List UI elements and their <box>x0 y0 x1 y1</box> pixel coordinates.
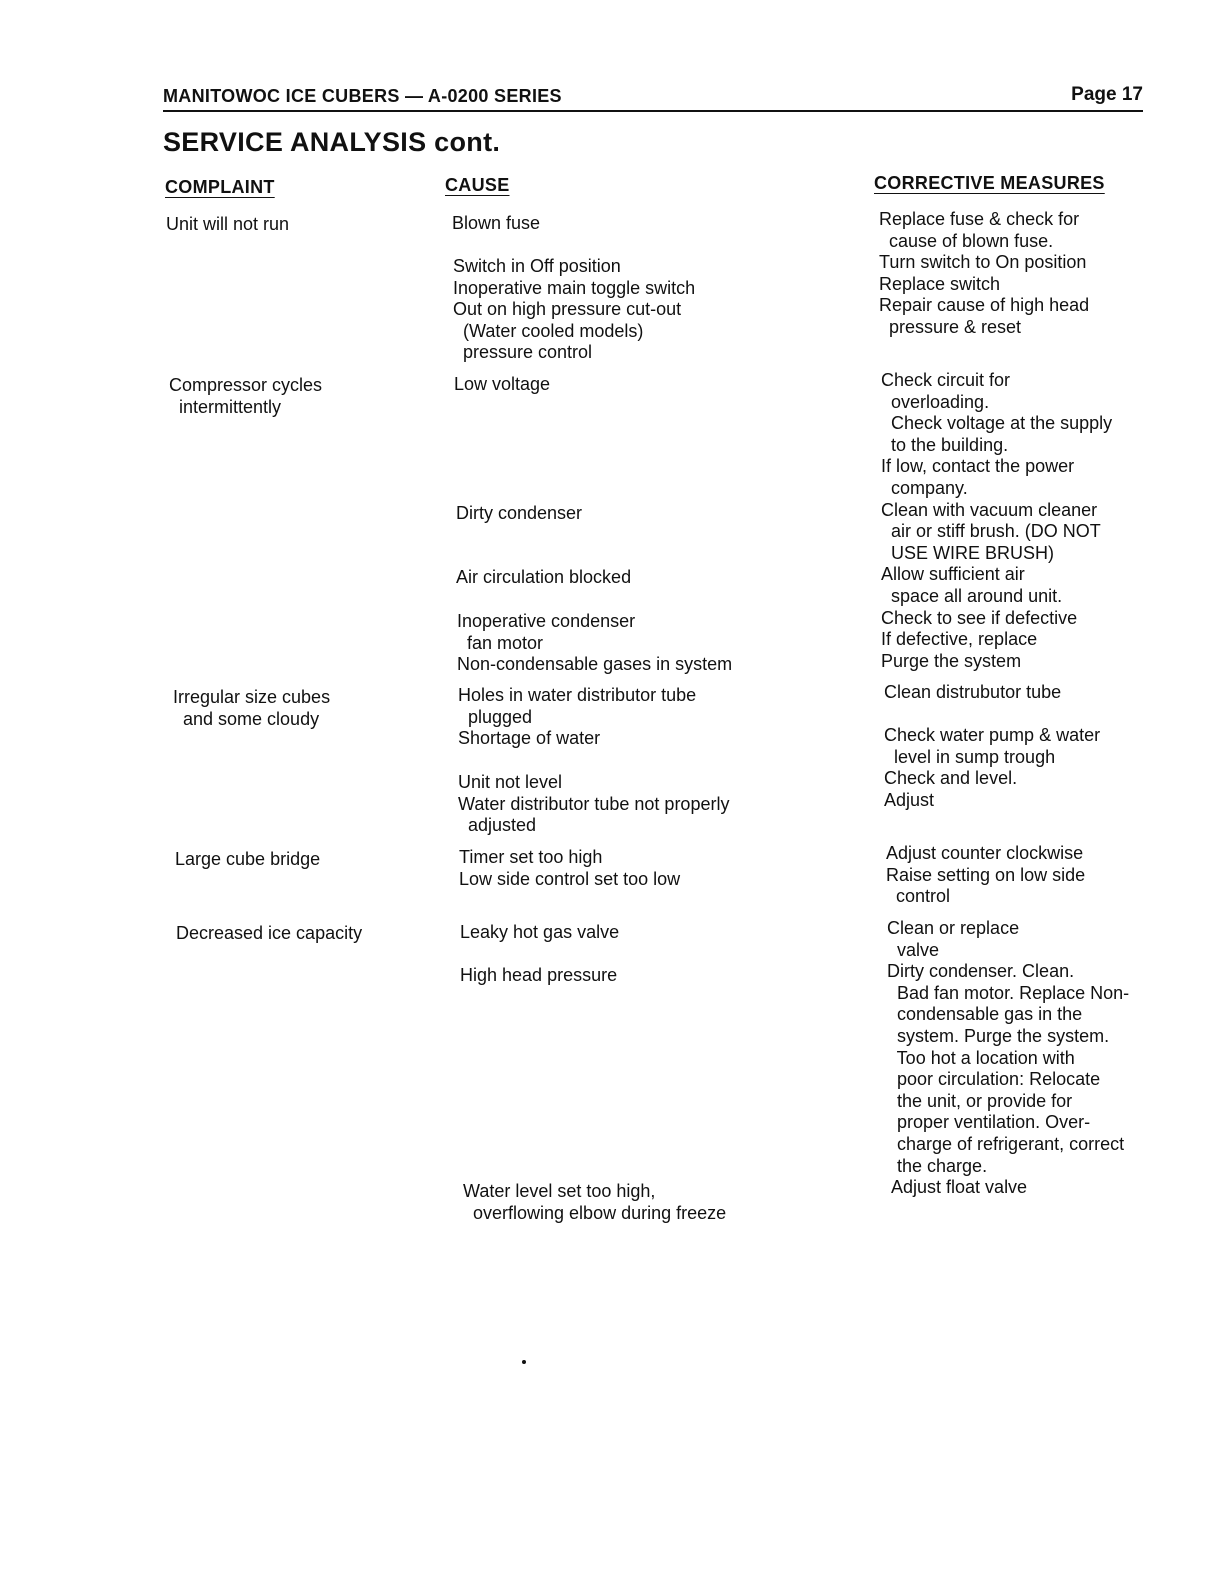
cause-item: Unit not level Water distributor tube not properly adjusted <box>458 772 730 836</box>
header-title: MANITOWOC ICE CUBERS — A-0200 SERIES <box>163 86 562 106</box>
cause-item: Low voltage <box>454 374 551 394</box>
page-header <box>163 84 1143 112</box>
complaint-item: Large cube bridge <box>175 849 321 869</box>
stray-dot <box>522 1360 526 1364</box>
measure-item: Adjust counter clockwise Raise setting on low side control <box>886 843 1086 907</box>
cause-item: Water level set too high, overflowing elbow during freeze <box>463 1181 727 1223</box>
measure-item: Check water pump & water level in sump trough Check and level. Adjust <box>884 725 1101 810</box>
cause-item: Dirty condenser <box>456 503 583 523</box>
complaint-item: Compressor cycles intermittently <box>169 375 323 417</box>
measure-item: Clean distrubutor tube <box>884 682 1062 702</box>
cause-column-header: CAUSE <box>445 175 510 195</box>
measure-item: Adjust float valve <box>891 1177 1028 1197</box>
cause-item: Leaky hot gas valve <box>460 922 620 942</box>
measure-item: Check circuit for overloading. Check voltage at the supply to the building. If low, contact the power company. Clean with vacuum cleaner air or stiff brush. (DO NOT USE WIRE BRUSH) Allow sufficient air space all around unit. Check to see if defective If defective, replace Purge the system <box>881 370 1113 671</box>
cause-item: Inoperative condenser fan motor Non-condensable gases in system <box>457 611 733 675</box>
cause-item: High head pressure <box>460 965 618 985</box>
complaint-item: Unit will not run <box>166 214 290 234</box>
cause-item: Holes in water distributor tube plugged Shortage of water <box>458 685 697 749</box>
cause-item: Timer set too high Low side control set too low <box>459 847 681 889</box>
cause-item: Air circulation blocked <box>456 567 632 587</box>
complaint-item: Irregular size cubes and some cloudy <box>173 687 331 729</box>
complaint-column-header: COMPLAINT <box>165 177 275 197</box>
cause-item: Switch in Off position Inoperative main toggle switch Out on high pressure cut-out (Water cooled models) pressure control <box>453 256 696 363</box>
complaint-item: Decreased ice capacity <box>176 923 363 943</box>
measure-item: Clean or replace valve Dirty condenser. Clean. Bad fan motor. Replace Non- condensable gas in the system. Purge the system. Too hot a location with poor circulation: Relocate the unit, or provide for proper ventilation. Over- charge of refrigerant, correct the charge. <box>887 918 1130 1176</box>
measure-item: Replace fuse & check for cause of blown fuse. Turn switch to On position Replace switch Repair cause of high head pressure & reset <box>879 209 1090 337</box>
page-number: Page 17 <box>1071 84 1143 105</box>
section-title: SERVICE ANALYSIS cont. <box>163 127 501 157</box>
corrective-measures-column-header: CORRECTIVE MEASURES <box>874 173 1105 193</box>
cause-item: Blown fuse <box>452 213 541 233</box>
